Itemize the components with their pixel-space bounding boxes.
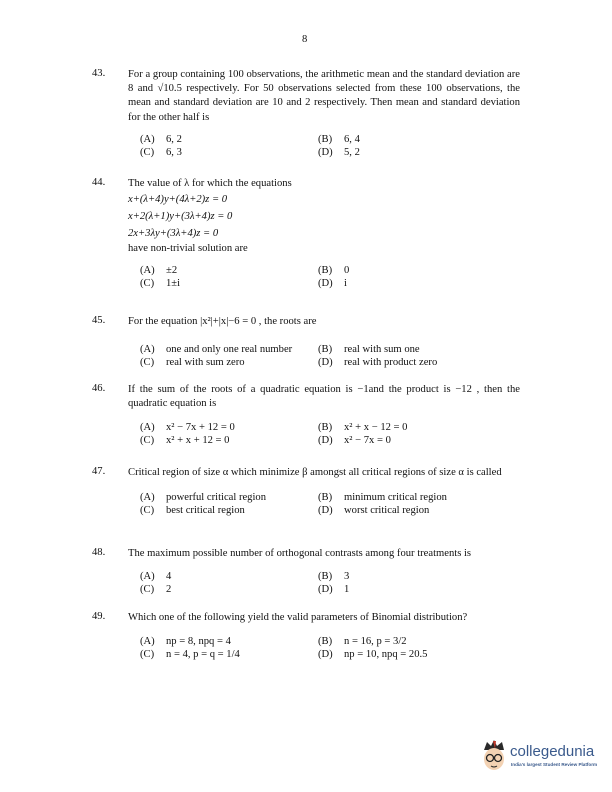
option-d[interactable]: [318, 583, 349, 596]
option-c[interactable]: [140, 356, 245, 369]
option-a[interactable]: [140, 343, 292, 356]
option-label: (A): [140, 492, 155, 504]
question-47: [92, 466, 520, 519]
option-text: 6, 3: [166, 146, 182, 158]
option-c[interactable]: [140, 583, 171, 596]
options: [92, 264, 520, 292]
option-label: (B): [318, 265, 333, 277]
options: [92, 570, 520, 598]
option-label: (B): [318, 133, 333, 145]
question-text: The value of λ for which the equations: [128, 178, 292, 189]
option-d[interactable]: [318, 146, 360, 159]
option-a[interactable]: [140, 421, 235, 434]
question-number: 43.: [92, 68, 106, 79]
option-text: 1±i: [166, 278, 181, 290]
option-b[interactable]: [318, 570, 349, 583]
question-44: [92, 177, 520, 292]
question-49: [92, 611, 520, 663]
option-text: 6, 2: [166, 133, 182, 145]
option-label: (D): [318, 584, 333, 596]
option-label: (D): [318, 505, 333, 517]
option-c[interactable]: [140, 648, 240, 661]
question-text: The maximum possible number of orthogonal contrasts among four treatments is: [128, 548, 472, 559]
option-d[interactable]: [318, 648, 427, 661]
option-text: x² + x + 12 = 0: [166, 435, 230, 447]
option-text: x² − 7x = 0: [344, 435, 391, 447]
question-number: 44.: [92, 177, 106, 188]
option-label: (B): [318, 422, 333, 434]
option-text: n = 4, p = q = 1/4: [166, 649, 240, 661]
option-b[interactable]: [318, 421, 407, 434]
logo-tagline: India's largest Student Review Platform: [511, 762, 598, 767]
question-48: [92, 547, 520, 598]
question-45: [92, 315, 520, 371]
mascot-icon: [481, 740, 507, 772]
option-label: (A): [140, 133, 155, 145]
option-b[interactable]: [318, 491, 447, 504]
option-text: x² + x − 12 = 0: [344, 422, 408, 434]
option-text: 6, 4: [344, 133, 360, 145]
question-number: 46.: [92, 383, 106, 394]
option-label: (D): [318, 649, 333, 661]
collegedunia-logo: [478, 738, 603, 778]
question-text-after: have non-trivial solution are: [128, 243, 248, 255]
options: [92, 343, 520, 371]
option-a[interactable]: [140, 491, 266, 504]
option-text: worst critical region: [344, 505, 430, 517]
question-text: For the equation |x²|+|x|−6 = 0 , the roots are: [128, 316, 317, 327]
option-text: real with sum zero: [166, 357, 245, 369]
option-c[interactable]: [140, 277, 180, 290]
option-text: np = 10, npq = 20.5: [344, 649, 428, 661]
question-text: For a group containing 100 observations, the arithmetic mean and the standard deviation are 8 and √10.5 respectively. For 50 observations selected from these 100 observations, the mean and standard deviation are 10 and 2 respectively. Then mean and standard deviation for the other half is: [128, 69, 520, 123]
question-number: 49.: [92, 611, 106, 622]
option-label: (B): [318, 344, 333, 356]
equation: 2x+3λy+(3λ+4)z = 0: [128, 228, 219, 240]
option-c[interactable]: [140, 504, 245, 517]
option-label: (B): [318, 636, 333, 648]
option-label: (C): [140, 435, 155, 447]
option-label: (D): [318, 435, 333, 447]
option-label: (C): [140, 278, 155, 290]
question-number: 45.: [92, 315, 106, 326]
option-label: (A): [140, 265, 155, 277]
option-a[interactable]: [140, 570, 171, 583]
option-text: real with product zero: [344, 357, 438, 369]
option-label: (C): [140, 584, 155, 596]
options: [92, 421, 520, 449]
logo-brand: collegedunia: [510, 743, 595, 760]
question-text: Critical region of size α which minimize β amongst all critical regions of size α is called: [128, 467, 502, 478]
option-text: one and only one real number: [166, 344, 293, 356]
option-d[interactable]: [318, 434, 391, 447]
option-text: ±2: [166, 265, 178, 277]
page-number: 8: [302, 34, 308, 45]
options: [92, 491, 520, 519]
option-c[interactable]: [140, 434, 229, 447]
option-text: x² − 7x + 12 = 0: [166, 422, 235, 434]
question-text: Which one of the following yield the valid parameters of Binomial distribution?: [128, 612, 468, 623]
option-label: (D): [318, 357, 333, 369]
equation: x+(λ+4)y+(4λ+2)z = 0: [128, 194, 228, 206]
option-a[interactable]: [140, 133, 182, 146]
option-b[interactable]: [318, 133, 360, 146]
option-label: (C): [140, 357, 155, 369]
option-label: (A): [140, 571, 155, 583]
option-label: (C): [140, 505, 155, 517]
question-number: 47.: [92, 466, 106, 477]
option-text: minimum critical region: [344, 492, 447, 504]
question-number: 48.: [92, 547, 106, 558]
option-d[interactable]: [318, 277, 347, 290]
options: [92, 635, 520, 663]
option-text: powerful critical region: [166, 492, 267, 504]
question-text: If the sum of the roots of a quadratic equation is −1and the product is −12 , then the quadratic equation is: [128, 384, 520, 410]
option-text: np = 8, npq = 4: [166, 636, 231, 648]
option-text: real with sum one: [344, 344, 420, 356]
question-43: [92, 68, 520, 161]
option-c[interactable]: [140, 146, 182, 159]
option-label: (D): [318, 146, 333, 158]
option-b[interactable]: [318, 635, 407, 648]
option-text: n = 16, p = 3/2: [344, 636, 407, 648]
option-text: 2: [166, 584, 172, 596]
option-label: (A): [140, 422, 155, 434]
option-text: 3: [344, 571, 350, 583]
option-text: 0: [344, 265, 350, 277]
option-a[interactable]: [140, 635, 231, 648]
option-label: (B): [318, 571, 333, 583]
option-text: 4: [166, 571, 172, 583]
option-label: (B): [318, 492, 333, 504]
option-b[interactable]: [318, 264, 349, 277]
option-text: best critical region: [166, 505, 245, 517]
equation: x+2(λ+1)y+(3λ+4)z = 0: [128, 211, 233, 223]
option-a[interactable]: [140, 264, 177, 277]
option-label: (C): [140, 146, 155, 158]
option-b[interactable]: [318, 343, 420, 356]
options: [92, 133, 520, 161]
option-text: 5, 2: [344, 146, 360, 158]
question-46: [92, 383, 520, 449]
option-text: i: [344, 278, 347, 290]
option-d[interactable]: [318, 356, 437, 369]
option-label: (D): [318, 278, 333, 290]
option-d[interactable]: [318, 504, 429, 517]
option-label: (A): [140, 344, 155, 356]
option-label: (C): [140, 649, 155, 661]
option-label: (A): [140, 636, 155, 648]
option-text: 1: [344, 584, 350, 596]
